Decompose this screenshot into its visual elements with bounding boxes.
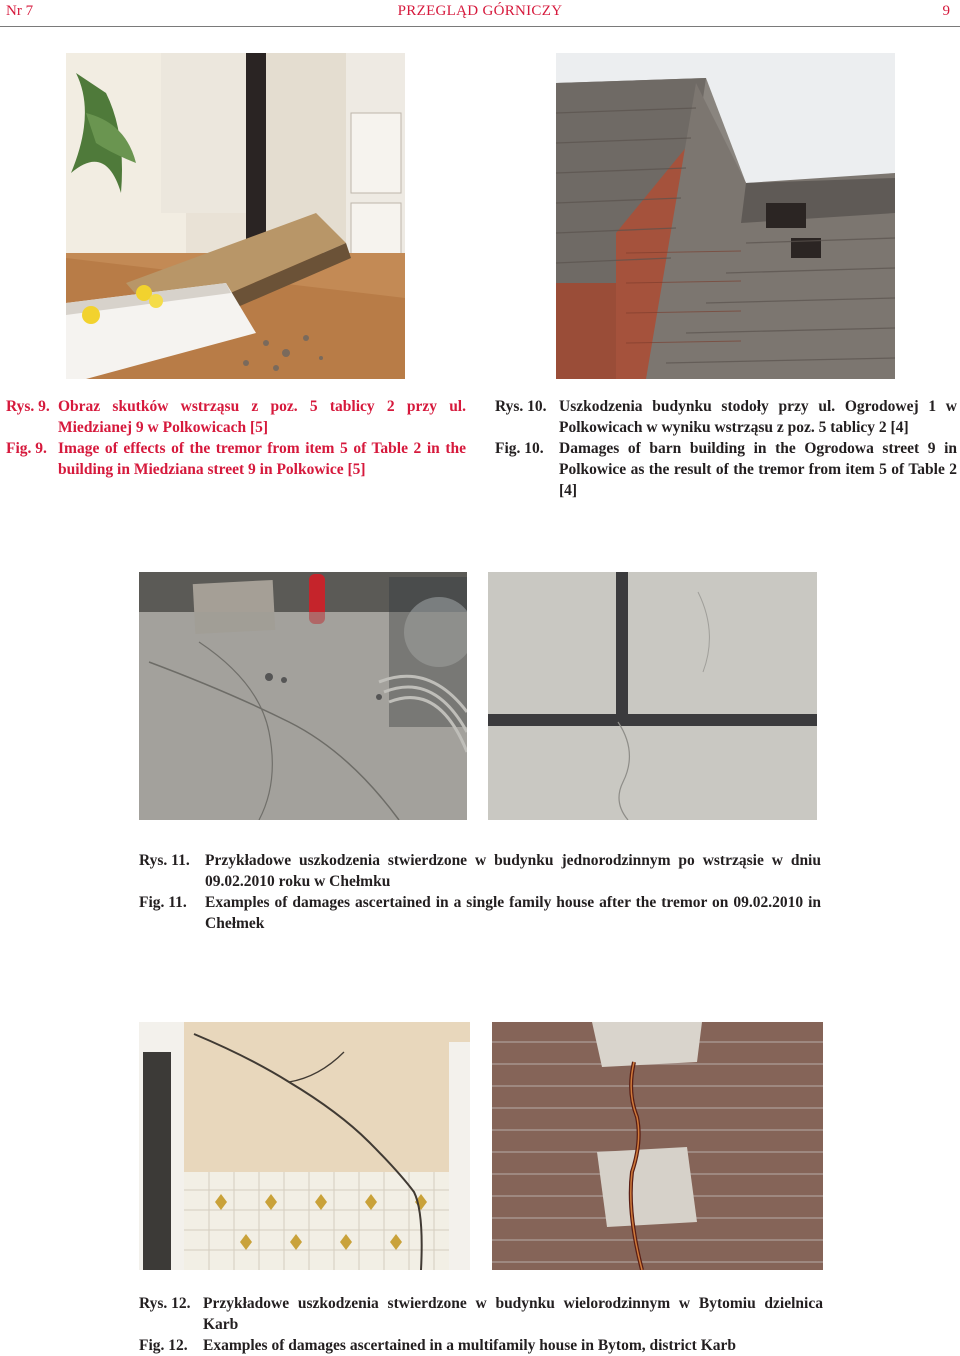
caption-text: Przykładowe uszkodzenia stwierdzone w budynku jednorodzinnym po wstrząsie w dniu 09.02.2010 roku w Chełmku [205,852,821,890]
page-number: 9 [942,3,950,19]
issue-number: Nr 7 [6,3,34,19]
caption-text: Damages of barn building in the Ogrodowa street 9 in Polkowice as the result of the tremor from item 5 of Table 2 [4] [559,440,957,499]
caption-figure-11 [139,850,821,934]
caption-label: Fig. 10. [495,440,544,457]
caption-text: Przykładowe uszkodzenia stwierdzone w budynku wielorodzinnym w Bytomiu dzielnica Karb [203,1295,823,1333]
figure-12-photo-left [139,1022,470,1270]
figure-11-photo-left [139,572,467,820]
caption-label: Fig. 12. [139,1337,188,1354]
caption-label: Rys. 9. [6,398,50,415]
caption-label: Rys. 12. [139,1295,191,1312]
figure-12-photo-right [492,1022,823,1270]
page-header [0,0,960,27]
caption-figure-9 [6,396,466,480]
journal-title: PRZEGLĄD GÓRNICZY [397,3,563,19]
caption-label: Rys. 10. [495,398,547,415]
caption-label: Fig. 11. [139,894,187,911]
figure-11-photo-right [488,572,817,820]
figure-10-photo [556,53,895,379]
caption-text: Obraz skutków wstrząsu z poz. 5 tablicy 2 przy ul. Miedzianej 9 w Polkowicach [5] [58,398,466,436]
caption-label: Rys. 11. [139,852,190,869]
caption-text: Examples of damages ascertained in a single family house after the tremor on 09.02.2010 in Chełmek [205,894,821,932]
caption-figure-10 [495,396,957,501]
figure-9-photo [66,53,405,379]
caption-text: Examples of damages ascertained in a multifamily house in Bytom, district Karb [203,1337,737,1354]
caption-figure-12 [139,1293,823,1356]
caption-label: Fig. 9. [6,440,47,457]
caption-text: Image of effects of the tremor from item 5 of Table 2 in the building in Miedziana street 9 in Polkowice [5] [58,440,466,478]
caption-text: Uszkodzenia budynku stodoły przy ul. Ogrodowej 1 w Polkowicach w wyniku wstrząsu z poz. 5 tablicy 2 [4] [559,398,957,436]
